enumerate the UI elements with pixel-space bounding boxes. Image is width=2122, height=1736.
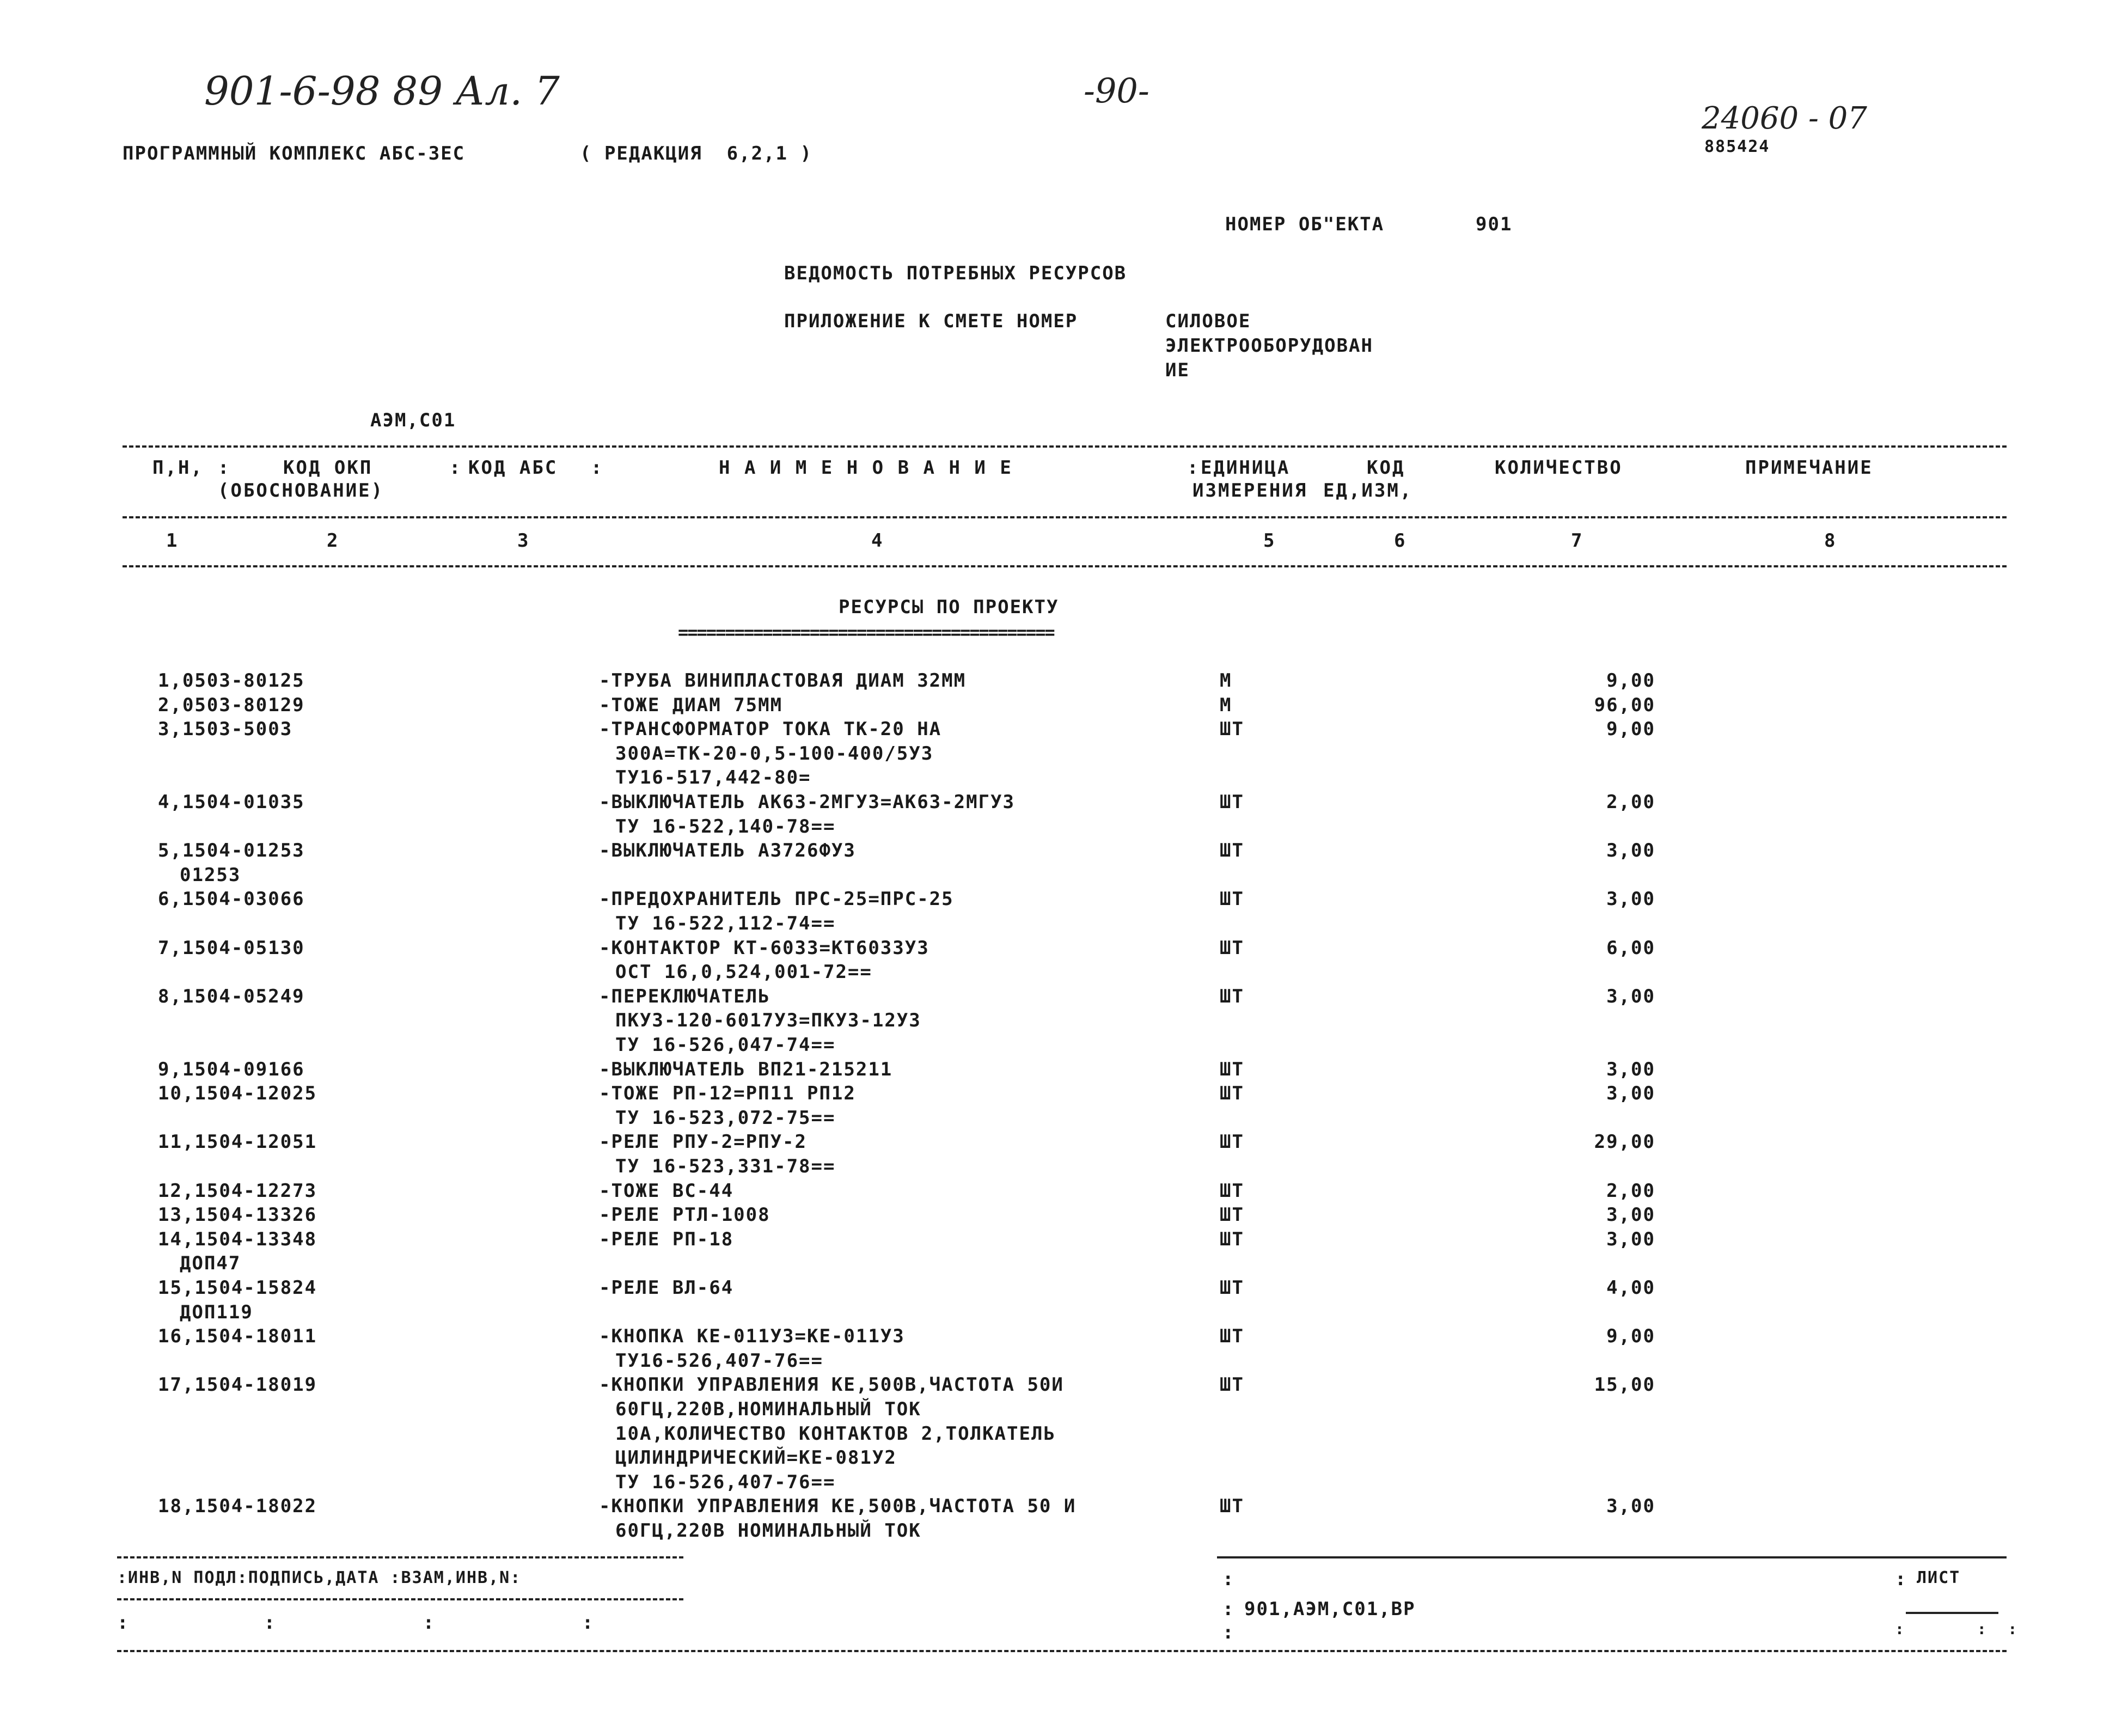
row-name: ТУ 16-523,072-75==	[615, 1107, 836, 1129]
col-header-qty: КОЛИЧЕСТВО	[1495, 457, 1623, 479]
row-quantity: 3,00	[1606, 1495, 1655, 1518]
row-unit: ШТ	[1220, 1179, 1244, 1202]
table-row-continuation	[0, 1008, 2122, 1033]
row-number-code: 11,1504-12051	[158, 1131, 317, 1153]
row-quantity: 2,00	[1606, 1179, 1655, 1202]
table-row	[0, 985, 2122, 1009]
row-name: 10А,КОЛИЧЕСТВО КОНТАКТОВ 2,ТОЛКАТЕЛЬ	[615, 1422, 1056, 1445]
row-quantity: 96,00	[1594, 694, 1655, 716]
row-name: 60ГЦ,220В НОМИНАЛЬНЫЙ ТОК	[615, 1520, 921, 1542]
sheet-label: ЛИСТ	[1917, 1568, 1961, 1587]
row-name: -ТРУБА ВИНИПЛАСТОВАЯ ДИАМ 32ММ	[599, 670, 967, 692]
row-unit: ШТ	[1220, 888, 1244, 910]
stamp-fields: :ИНВ,N ПОДЛ:ПОДПИСЬ,ДАТА :ВЗАМ,ИНВ,N:	[117, 1568, 522, 1587]
table-row-continuation	[0, 815, 2122, 839]
row-name: ТУ 16-523,331-78==	[615, 1156, 836, 1177]
table-row	[0, 693, 2122, 718]
row-number-code: 1,0503-80125	[158, 670, 305, 692]
estimate-code: АЭМ,С01	[370, 409, 456, 431]
table-row	[0, 1058, 2122, 1082]
row-name: ТУ 16-522,140-78==	[615, 815, 836, 838]
col-number-2: 2	[327, 530, 340, 552]
table-row	[0, 717, 2122, 742]
row-name: -КНОПКИ УПРАВЛЕНИЯ КЕ,500В,ЧАСТОТА 50 И	[599, 1495, 1077, 1518]
footer-colon: :	[1222, 1568, 1235, 1590]
row-quantity: 3,00	[1606, 1083, 1655, 1105]
table-row	[0, 839, 2122, 863]
row-number-code: 6,1504-03066	[158, 888, 305, 910]
table-row-continuation	[0, 1251, 2122, 1276]
row-quantity: 2,00	[1606, 791, 1655, 813]
row-name: ТУ 16-526,407-76==	[615, 1471, 836, 1493]
row-number-code: ДОП47	[180, 1252, 241, 1275]
table-row	[0, 1276, 2122, 1300]
row-number-code: 8,1504-05249	[158, 985, 305, 1007]
row-quantity: 9,00	[1606, 670, 1655, 692]
row-number-code: 3,1503-5003	[158, 718, 293, 741]
row-unit: М	[1220, 694, 1232, 716]
row-unit: ШТ	[1220, 985, 1244, 1007]
handwritten-page-number: -90-	[1084, 71, 1149, 111]
row-name: -ПЕРЕКЛЮЧАТЕЛЬ	[599, 985, 770, 1007]
section-heading: РЕСУРСЫ ПО ПРОЕКТУ	[839, 596, 1059, 618]
row-number-code: 10,1504-12025	[158, 1083, 317, 1105]
row-name: -ПРЕДОХРАНИТЕЛЬ ПРС-25=ПРС-25	[599, 888, 954, 910]
table-row-continuation	[0, 1519, 2122, 1543]
footer-rule-left-mid	[117, 1598, 683, 1600]
row-quantity: 3,00	[1606, 1058, 1655, 1080]
col-header-name: Н А И М Е Н О В А Н И Е	[719, 457, 1013, 479]
document-title: ВЕДОМОСТЬ ПОТРЕБНЫХ РЕСУРСОВ	[784, 262, 1127, 284]
col-header-code-line-1: КОД ОКП	[283, 457, 373, 479]
table-row-continuation	[0, 1300, 2122, 1325]
table-row	[0, 1373, 2122, 1397]
table-row-continuation	[0, 1033, 2122, 1058]
row-name: -КОНТАКТОР КТ-6033=КТ6033У3	[599, 937, 929, 959]
col-number-8: 8	[1824, 530, 1837, 552]
row-name: -КНОПКИ УПРАВЛЕНИЯ КЕ,500В,ЧАСТОТА 50И	[599, 1374, 1064, 1396]
row-number-code: 7,1504-05130	[158, 937, 305, 959]
table-row	[0, 1324, 2122, 1349]
col-header-unitcode-line-1: КОД	[1367, 457, 1405, 479]
row-number-code: 14,1504-13348	[158, 1228, 317, 1250]
object-number: 901	[1476, 213, 1513, 235]
row-quantity: 3,00	[1606, 1228, 1655, 1250]
table-row	[0, 790, 2122, 815]
table-row	[0, 1081, 2122, 1106]
row-name: -КНОПКА КЕ-011У3=КЕ-011У3	[599, 1325, 905, 1348]
row-number-code: ДОП119	[180, 1301, 253, 1323]
appendix-name-line-1: СИЛОВОЕ	[1165, 310, 1251, 332]
row-name: -РЕЛЕ РПУ-2=РПУ-2	[599, 1131, 807, 1153]
table-row	[0, 1179, 2122, 1203]
col-number-5: 5	[1263, 530, 1276, 552]
row-number-code: 4,1504-01035	[158, 791, 305, 813]
row-number-code: 12,1504-12273	[158, 1179, 317, 1202]
program-edition: ( РЕДАКЦИЯ 6,2,1 )	[580, 143, 812, 164]
table-columns-rule	[123, 565, 2007, 567]
row-unit: ШТ	[1220, 1131, 1244, 1153]
row-number-code: 17,1504-18019	[158, 1374, 317, 1396]
col-header-note: ПРИМЕЧАНИЕ	[1745, 457, 1873, 479]
row-unit: ШТ	[1220, 718, 1244, 741]
col-header-unit-line-1: ЕДИНИЦА	[1201, 457, 1291, 479]
row-quantity: 3,00	[1606, 1204, 1655, 1226]
table-row	[0, 1130, 2122, 1154]
row-unit: ШТ	[1220, 1204, 1244, 1226]
document-code: 901,АЭМ,С01,ВР	[1244, 1598, 1416, 1620]
row-quantity: 3,00	[1606, 840, 1655, 862]
table-row	[0, 1227, 2122, 1252]
table-row-continuation	[0, 1446, 2122, 1470]
sheet-box-marks: : : :	[1895, 1620, 2019, 1638]
row-unit: ШТ	[1220, 1325, 1244, 1348]
footer-colon: :	[1895, 1568, 1907, 1590]
row-name: -ТОЖЕ ВС-44	[599, 1179, 734, 1202]
row-number-code: 15,1504-15824	[158, 1277, 317, 1299]
table-row-continuation	[0, 1422, 2122, 1446]
table-row	[0, 1494, 2122, 1519]
row-unit: ШТ	[1220, 791, 1244, 813]
table-row-continuation	[0, 912, 2122, 936]
row-unit: ШТ	[1220, 1228, 1244, 1250]
col-separator: :	[591, 457, 604, 479]
row-number-code: 16,1504-18011	[158, 1325, 317, 1348]
appendix-name-line-3: ИЕ	[1165, 359, 1190, 381]
row-name: -ТОЖЕ РП-12=РП11 РП12	[599, 1083, 856, 1105]
row-unit: ШТ	[1220, 1083, 1244, 1105]
row-unit: ШТ	[1220, 1058, 1244, 1080]
footer-rule-bottom	[117, 1650, 2007, 1652]
row-number-code: 18,1504-18022	[158, 1495, 317, 1518]
col-number-3: 3	[517, 530, 530, 552]
table-row-continuation	[0, 1470, 2122, 1495]
row-name: ТУ 16-526,047-74==	[615, 1034, 836, 1056]
table-row	[0, 936, 2122, 961]
row-name: ТУ16-526,407-76==	[615, 1349, 823, 1372]
col-separator: :	[449, 457, 462, 479]
row-name: ТУ16-517,442-80=	[615, 767, 811, 789]
table-row-continuation	[0, 766, 2122, 790]
stamp-code: 885424	[1704, 137, 1770, 156]
row-name: ЦИЛИНДРИЧЕСКИЙ=КЕ-081У2	[615, 1447, 897, 1469]
row-number-code: 2,0503-80129	[158, 694, 305, 716]
row-name: -ВЫКЛЮЧАТЕЛЬ ВП21-215211	[599, 1058, 893, 1080]
row-number-code: 9,1504-09166	[158, 1058, 305, 1080]
col-number-7: 7	[1571, 530, 1584, 552]
row-number-code: 5,1504-01253	[158, 840, 305, 862]
col-separator: :	[218, 457, 231, 479]
col-number-4: 4	[871, 530, 884, 552]
row-quantity: 29,00	[1594, 1131, 1655, 1153]
table-row-continuation	[0, 742, 2122, 766]
footer-colon: :	[1222, 1598, 1235, 1620]
footer-rule-left-top	[117, 1556, 683, 1558]
footer-colon: :	[1222, 1622, 1235, 1643]
footer-colons-left: : : : :	[117, 1612, 595, 1634]
row-number-code: 01253	[180, 864, 241, 886]
appendix-label: ПРИЛОЖЕНИЕ К СМЕТЕ НОМЕР	[784, 310, 1078, 332]
row-name: 300А=ТК-20-0,5-100-400/5У3	[615, 742, 934, 765]
col-header-abc: КОД АБС	[468, 457, 558, 479]
row-name: ПКУ3-120-6017У3=ПКУ3-12У3	[615, 1010, 921, 1032]
row-quantity: 6,00	[1606, 937, 1655, 959]
col-header-code-line-2: (ОБОСНОВАНИЕ)	[218, 480, 384, 502]
row-name: ТУ 16-522,112-74==	[615, 913, 836, 934]
row-name: -ТОЖЕ ДИАМ 75ММ	[599, 694, 783, 716]
row-unit: ШТ	[1220, 1374, 1244, 1396]
col-header-unit-line-2: ИЗМЕРЕНИЯ	[1193, 480, 1308, 502]
table-row-continuation	[0, 1349, 2122, 1373]
row-unit: ШТ	[1220, 840, 1244, 862]
row-name: -ВЫКЛЮЧАТЕЛЬ АК63-2МГУ3=АК63-2МГУ3	[599, 791, 1015, 813]
row-quantity: 15,00	[1594, 1374, 1655, 1396]
program-name: ПРОГРАММНЫЙ КОМПЛЕКС АБС-3ЕС	[123, 143, 466, 164]
row-name: -ВЫКЛЮЧАТЕЛЬ А3726ФУ3	[599, 840, 856, 862]
sheet-box-rule	[1906, 1612, 1998, 1614]
row-number-code: 13,1504-13326	[158, 1204, 317, 1226]
row-unit: ШТ	[1220, 1495, 1244, 1518]
row-name: 60ГЦ,220В,НОМИНАЛЬНЫЙ ТОК	[615, 1398, 921, 1420]
section-underline: ========================================	[678, 622, 1054, 643]
col-separator: :	[1187, 457, 1200, 479]
handwritten-sheet-code: 24060 - 07	[1702, 101, 1867, 136]
table-row	[0, 669, 2122, 693]
table-row-continuation	[0, 1154, 2122, 1179]
row-name: ОСТ 16,0,524,001-72==	[615, 961, 872, 983]
row-name: -РЕЛЕ РП-18	[599, 1228, 734, 1250]
row-unit: М	[1220, 670, 1232, 692]
table-top-rule	[123, 445, 2007, 448]
row-name: -РЕЛЕ РТЛ-1008	[599, 1204, 770, 1226]
row-name: -РЕЛЕ ВЛ-64	[599, 1277, 734, 1299]
row-unit: ШТ	[1220, 1277, 1244, 1299]
table-row-continuation	[0, 960, 2122, 985]
table-row	[0, 863, 2122, 888]
row-quantity: 9,00	[1606, 1325, 1655, 1348]
footer-rule-right-top	[1217, 1556, 2007, 1558]
handwritten-project-code: 901-6-98 89 Ал. 7	[204, 68, 560, 114]
table-row	[0, 887, 2122, 912]
col-header-pn: П,Н,	[152, 457, 204, 479]
col-header-unitcode-line-2: ЕД,ИЗМ,	[1323, 480, 1413, 502]
row-quantity: 9,00	[1606, 718, 1655, 741]
table-header-rule	[123, 516, 2007, 518]
appendix-name-line-2: ЭЛЕКТРООБОРУДОВАН	[1165, 335, 1373, 357]
col-number-1: 1	[166, 530, 179, 552]
row-quantity: 3,00	[1606, 985, 1655, 1007]
table-row	[0, 1203, 2122, 1227]
object-label: НОМЕР ОБ"ЕКТА	[1225, 213, 1385, 235]
row-name: -ТРАНСФОРМАТОР ТОКА ТК-20 НА	[599, 718, 942, 741]
table-row-continuation	[0, 1397, 2122, 1422]
col-number-6: 6	[1394, 530, 1407, 552]
row-quantity: 4,00	[1606, 1277, 1655, 1299]
table-row-continuation	[0, 1106, 2122, 1130]
row-unit: ШТ	[1220, 937, 1244, 959]
row-quantity: 3,00	[1606, 888, 1655, 910]
